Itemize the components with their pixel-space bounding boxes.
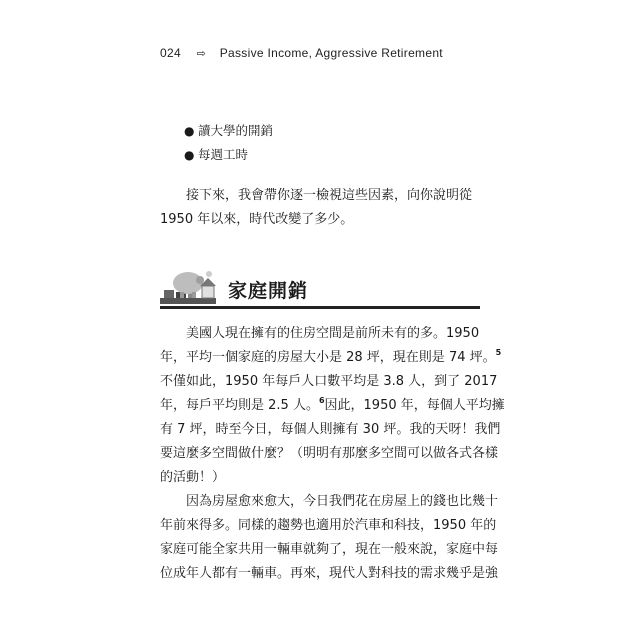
book-title: Passive Income, Aggressive Retirement: [219, 46, 443, 60]
bullet-icon: ●: [184, 148, 195, 162]
list-item: [184, 119, 273, 143]
piggy-bank-house-illustration: [160, 268, 216, 306]
text-line: 有 7 坪，時至今日，每個人則擁有 30 坪。我的天呀！我們: [160, 422, 501, 437]
list-item-text: 讀大學的開銷: [198, 123, 274, 138]
text-line: [160, 394, 505, 418]
page-number: 024: [160, 46, 181, 60]
footnote-marker: 5: [495, 348, 502, 357]
text-line: 因為房屋愈來愈大，今日我們花在房屋上的錢也比幾十: [186, 494, 499, 509]
text-segment: 因此，1950 年，每個人平均擁: [324, 398, 505, 413]
bullet-list: [184, 119, 273, 167]
section-title: 家庭開銷: [228, 280, 309, 302]
section-divider: [160, 306, 480, 309]
running-header: [160, 46, 443, 60]
footnote-marker: 6: [318, 396, 325, 405]
intro-paragraph: [160, 184, 480, 232]
bullet-icon: ●: [184, 124, 195, 138]
text-line: 位成年人都有一輛車。再來，現代人對科技的需求幾乎是強: [160, 566, 499, 581]
body-paragraph-1: [160, 322, 505, 490]
text-line: 家庭可能全家共用一輛車就夠了，現在一般來說，家庭中每: [160, 542, 499, 557]
text-line: 接下來，我會帶你逐一檢視這些因素，向你說明從: [186, 188, 473, 203]
arrow-right-icon: ⇨: [196, 48, 207, 60]
body-paragraph-2: [160, 490, 499, 586]
text-line: 年前來得多。同樣的趨勢也適用於汽車和科技，1950 年的: [160, 518, 497, 533]
text-line: 不僅如此，1950 年每戶人口數平均是 3.8 人，到了 2017: [160, 374, 498, 389]
text-line: 要這麼多空間做什麼？（明明有那麼多空間可以做各式各樣: [160, 446, 499, 461]
text-line: 1950 年以來，時代改變了多少。: [160, 212, 354, 227]
text-line: 的活動！）: [160, 470, 226, 485]
text-line: 美國人現在擁有的住房空間是前所未有的多。1950: [186, 326, 480, 341]
list-item-text: 每週工時: [198, 147, 249, 162]
text-segment: 年，平均一個家庭的房屋大小是 28 坪，現在則是 74 坪。: [160, 350, 496, 365]
section-heading: [160, 268, 480, 312]
list-item: [184, 143, 273, 167]
text-segment: 年，每戶平均則是 2.5 人。: [160, 398, 319, 413]
text-line: [160, 346, 502, 370]
